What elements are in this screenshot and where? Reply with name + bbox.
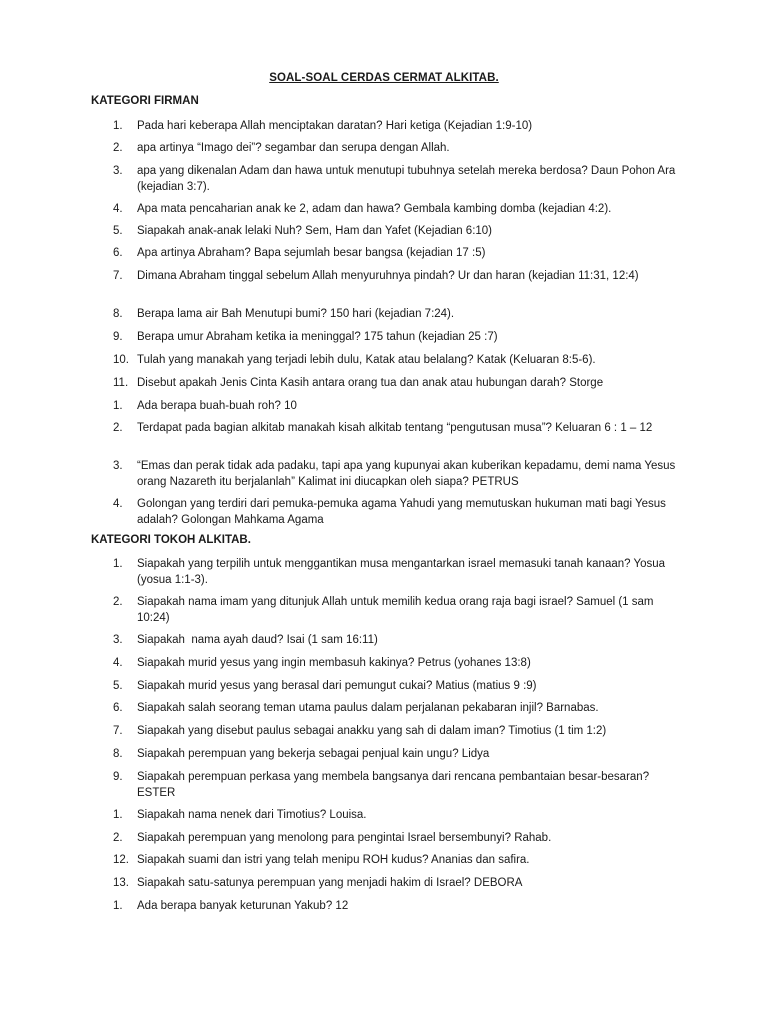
item-text: Golongan yang terdiri dari pemuka-pemuka agama Yahudi yang memutuskan hukuman mati bagi Yesus adalah? Golongan Mahkama Agama	[137, 498, 666, 526]
item-number: 1.	[113, 809, 123, 821]
item-text: apa yang dikenalan Adam dan hawa untuk menutupi tubuhnya setelah mereka berdosa? Daun Pohon Ara (kejadian 3:7).	[137, 165, 676, 193]
list-item	[107, 163, 687, 195]
item-number: 3.	[113, 460, 123, 472]
list-item	[107, 556, 687, 588]
item-text: Siapakah yang disebut paulus sebagai anakku yang sah di dalam iman? Timotius (1 tim 1:2)	[137, 725, 607, 737]
item-text: Apa mata pencaharian anak ke 2, adam dan hawa? Gembala kambing domba (kejadian 4:2).	[137, 203, 612, 215]
list-item	[107, 329, 687, 345]
item-number: 5.	[113, 680, 123, 692]
item-number: 1.	[113, 900, 123, 912]
item-number: 1.	[113, 400, 123, 412]
list-item	[107, 223, 687, 239]
list-item	[107, 830, 687, 846]
item-text: Ada berapa banyak keturunan Yakub? 12	[137, 900, 349, 912]
item-number: 7.	[113, 270, 123, 282]
item-number: 7.	[113, 725, 123, 737]
item-text: Berapa lama air Bah Menutupi bumi? 150 hari (kejadian 7:24).	[137, 308, 455, 320]
section-heading-tokoh: KATEGORI TOKOH ALKITAB.	[91, 534, 251, 546]
item-text: “Emas dan perak tidak ada padaku, tapi apa yang kupunyai akan kuberikan kepadamu, demi nama Yesus orang Nazareth itu berjalanlah” Kalimat ini diucapkan oleh siapa? PETRUS	[137, 460, 676, 488]
item-number: 2.	[113, 422, 123, 434]
list-item	[107, 268, 687, 284]
item-text: Siapakah perempuan yang bekerja sebagai penjual kain ungu? Lidya	[137, 748, 490, 760]
item-text: Berapa umur Abraham ketika ia meninggal? 175 tahun (kejadian 25 :7)	[137, 331, 498, 343]
list-item	[107, 746, 687, 762]
item-number: 10.	[113, 354, 129, 366]
item-text: Siapakah satu-satunya perempuan yang menjadi hakim di Israel? DEBORA	[137, 877, 523, 889]
item-number: 3.	[113, 165, 123, 177]
list-item	[107, 898, 687, 914]
list-item	[107, 807, 687, 823]
item-text: Terdapat pada bagian alkitab manakah kisah alkitab tentang “pengutusan musa”? Keluaran 6 : 1 – 12	[137, 422, 653, 434]
item-number: 6.	[113, 247, 123, 259]
list-item	[107, 458, 687, 490]
list-item	[107, 420, 687, 436]
item-text: Siapakah perempuan yang menolong para pengintai Israel bersembunyi? Rahab.	[137, 832, 552, 844]
item-number: 1.	[113, 120, 123, 132]
list-item	[107, 245, 687, 261]
list-item	[107, 118, 687, 134]
item-text: Siapakah murid yesus yang berasal dari pemungut cukai? Matius (matius 9 :9)	[137, 680, 537, 692]
item-number: 11.	[113, 377, 129, 389]
item-number: 4.	[113, 498, 123, 510]
item-text: apa artinya “Imago dei”? segambar dan serupa dengan Allah.	[137, 142, 450, 154]
item-number: 8.	[113, 308, 123, 320]
item-number: 9.	[113, 331, 123, 343]
item-number: 3.	[113, 634, 123, 646]
list-item	[107, 140, 687, 156]
item-number: 2.	[113, 142, 123, 154]
item-number: 4.	[113, 657, 123, 669]
item-number: 6.	[113, 702, 123, 714]
item-text: Siapakah suami dan istri yang telah menipu ROH kudus? Ananias dan safira.	[137, 854, 530, 866]
list-item	[107, 352, 687, 368]
item-text: Siapakah anak-anak lelaki Nuh? Sem, Ham dan Yafet (Kejadian 6:10)	[137, 225, 493, 237]
list-item	[107, 496, 687, 528]
list-item	[107, 875, 687, 891]
list-item	[107, 306, 687, 322]
section-heading-firman: KATEGORI FIRMAN	[91, 95, 199, 107]
list-item	[107, 769, 687, 801]
item-text: Siapakah nama ayah daud? Isai (1 sam 16:11)	[137, 634, 378, 646]
list-item	[107, 700, 687, 716]
list-item	[107, 398, 687, 414]
item-number: 4.	[113, 203, 123, 215]
item-text: Pada hari keberapa Allah menciptakan daratan? Hari ketiga (Kejadian 1:9-10)	[137, 120, 533, 132]
item-text: Ada berapa buah-buah roh? 10	[137, 400, 297, 412]
list-item	[107, 375, 687, 391]
document-title: SOAL-SOAL CERDAS CERMAT ALKITAB.	[269, 72, 499, 84]
item-number: 8.	[113, 748, 123, 760]
item-number: 2.	[113, 832, 123, 844]
item-number: 9.	[113, 771, 123, 783]
item-number: 12.	[113, 854, 129, 866]
item-number: 5.	[113, 225, 123, 237]
list-item	[107, 852, 687, 868]
list-item	[107, 655, 687, 671]
list-item	[107, 632, 687, 648]
list-item	[107, 594, 687, 626]
item-text: Siapakah perempuan perkasa yang membela bangsanya dari rencana pembantaian besar-besaran? ESTER	[137, 771, 650, 799]
item-number: 13.	[113, 877, 129, 889]
item-text: Siapakah murid yesus yang ingin membasuh kakinya? Petrus (yohanes 13:8)	[137, 657, 531, 669]
item-text: Disebut apakah Jenis Cinta Kasih antara orang tua dan anak atau hubungan darah? Storge	[137, 377, 604, 389]
item-text: Tulah yang manakah yang terjadi lebih dulu, Katak atau belalang? Katak (Keluaran 8:5-6).	[137, 354, 596, 366]
item-text: Siapakah yang terpilih untuk menggantikan musa mengantarkan israel memasuki tanah kanaan? Yosua (yosua 1:1-3).	[137, 558, 666, 586]
list-item	[107, 723, 687, 739]
item-text: Dimana Abraham tinggal sebelum Allah menyuruhnya pindah? Ur dan haran (kejadian 11:31, 12:4)	[137, 270, 639, 282]
item-number: 1.	[113, 558, 123, 570]
list-item	[107, 201, 687, 217]
item-text: Apa artinya Abraham? Bapa sejumlah besar bangsa (kejadian 17 :5)	[137, 247, 486, 259]
item-text: Siapakah nama nenek dari Timotius? Louisa.	[137, 809, 367, 821]
item-number: 2.	[113, 596, 123, 608]
item-text: Siapakah nama imam yang ditunjuk Allah untuk memilih kedua orang raja bagi israel? Samuel (1 sam 10:24)	[137, 596, 654, 624]
item-text: Siapakah salah seorang teman utama paulus dalam perjalanan pekabaran injil? Barnabas.	[137, 702, 599, 714]
list-item	[107, 678, 687, 694]
